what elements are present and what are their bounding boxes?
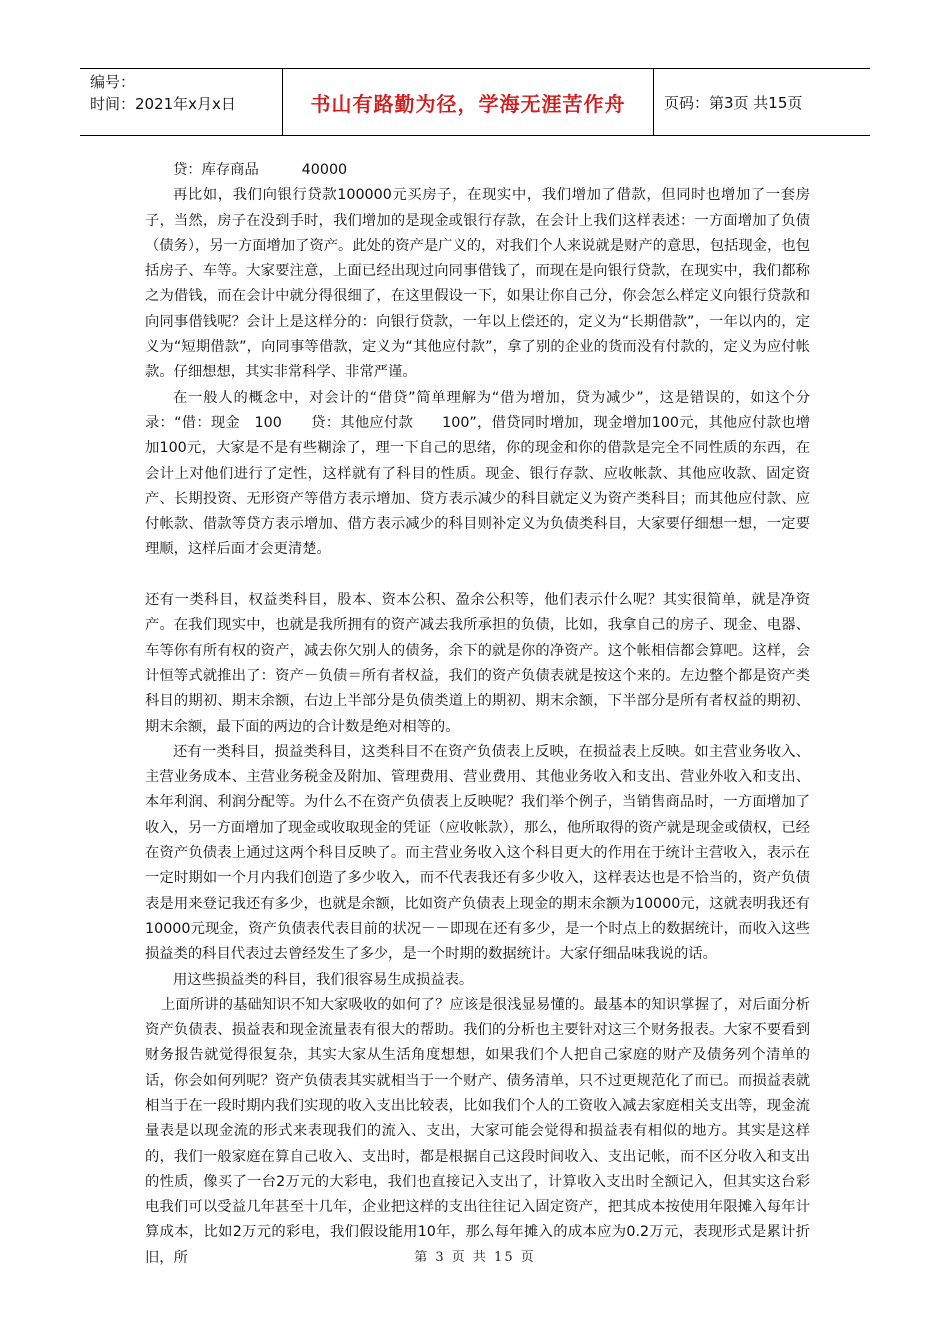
header-meta: [90, 71, 280, 115]
paragraph: 用这些损益类的科目，我们很容易生成损益表。: [173, 971, 474, 988]
header-motto: 书山有路勤为径，学海无涯苦作舟: [310, 91, 626, 116]
time-label: 时间：2021年x月x日: [90, 95, 236, 113]
header-divider: [653, 69, 654, 135]
number-label: 编号：: [90, 73, 136, 91]
document-header: [80, 68, 870, 136]
document-body: [145, 158, 810, 1271]
paragraph: 还有一类科目，损益类科目，这类科目不在资产负债表上反映，在损益表上反映。如主营业务收入、主营业务成本、主营业务税金及附加、管理费用、营业费用、其他业务收入和支出、营业外收入和支出、本年利润、利润分配等。为什么不在资产负债表上反映呢？我们举个例子，当销售商品时，一方面增加了收入，另一方面增加了现金或收取现金的凭证（应收帐款），那么，他所取得的资产就是现金或债权，已经在资产负债表上通过这两个科目反映了。而主营业务收入这个科目更大的作用在于统计主营收入，表示在一定时期如一个月内我们创造了多少收入，而不代表我还有多少收入，这样表达也是不恰当的，资产负债表是用来登记我还有多少，也就是余额，比如资产负债表上现金的期末余额为10000元，这就表明我还有10000元现金，资产负债表代表目前的状况－－即现在还有多少，是一个时点上的数据统计，而收入这些损益类的科目代表过去曾经发生了多少，是一个时期的数据统计。大家仔细品味我说的话。: [145, 743, 810, 963]
page-footer: 第 3 页 共 15 页: [414, 1250, 536, 1265]
paragraph: 在一般人的概念中，对会计的“借贷”简单理解为“借为增加，贷为减少”，这是错误的，如这个分录：“借：现金 100 贷：其他应付款 100”，借贷同时增加，现金增加100元，其他应付款也增加100元，大家是不是有些糊涂了，理一下自己的思绪，你的现金和你的借款是完全不同性质的东西，在会计上对他们进行了定性，这样就有了科目的性质。现金、银行存款、应收帐款、其他应收款、固定资产、长期投资、无形资产等借方表示增加、贷方表示减少的科目就定义为资产类科目；而其他应付款、应付帐款、借款等贷方表示增加、借方表示减少的科目则补定义为负债类科目，大家要仔细想一想，一定要理顺，这样后面才会更清楚。: [145, 389, 810, 558]
paragraph: 贷：库存商品 40000: [173, 162, 348, 178]
header-page-info: 页码：第3页 共15页: [664, 93, 803, 112]
paragraph: 再比如，我们向银行贷款100000元买房子，在现实中，我们增加了借款，但同时也增加了一套房子，当然，房子在没到手时，我们增加的是现金或银行存款，在会计上我们这样表述：一方面增加了负债（债务），另一方面增加了资产。此处的资产是广义的，对我们个人来说就是财产的意思，包括现金，也包括房子、车等。大家要注意，上面已经出现过向同事借钱了，而现在是向银行贷款，在现实中，我们都称之为借钱，而在会计中就分得很细了，在这里假设一下，如果让你自己分，你会怎么样定义向银行贷款和向同事借钱呢？会计上是这样分的：向银行贷款，一年以上偿还的，定义为“长期借款”，一年以内的，定义为“短期借款”，向同事等借款，定义为“其他应付款”，拿了别的企业的货而没有付款的，定义为应付帐款。仔细想想，其实非常科学、非常严谨。: [145, 187, 810, 381]
paragraph: 还有一类科目，权益类科目，股本、资本公积、盈余公积等，他们表示什么呢？其实很简单，就是净资产。在我们现实中，也就是我所拥有的资产减去我所承担的负债，比如，我拿自己的房子、现金、电器、车等你有所有权的资产，减去你欠别人的债务，余下的就是你的净资产。这个帐相信都会算吧。这样，会计恒等式就推出了：资产－负债＝所有者权益，我们的资产负债表就是按这个来的。左边整个都是资产类科目的期初、期末余额，右边上半部分是负债类道上的期初、期末余额，下半部分是所有者权益的期初、期末余额，最下面的两边的合计数是绝对相等的。: [145, 592, 810, 735]
paragraph-gap: [145, 563, 810, 588]
paragraph: 上面所讲的基础知识不知大家吸收的如何了？应该是很浅显易懂的。最基本的知识掌握了，对后面分析资产负债表、损益表和现金流量表有很大的帮助。我们的分析也主要针对这三个财务报表。大家不要看到财务报告就觉得很复杂，其实大家从生活角度想想，如果我们个人把自己家庭的财产及债务列个清单的话，你会如何列呢？资产负债表其实就相当于一个财产、债务清单，只不过更规范化了而已。而损益表就相当于在一段时期内我们实现的收入支出比较表，比如我们个人的工资收入减去家庭相关支出等，现金流量表是以现金流的形式来表现我们的流入、支出，大家可能会觉得和损益表有相似的地方。其实是这样的，我们一般家庭在算自己收入、支出时，都是根据自己这段时间收入、支出记帐，而不区分收入和支出的性质，像买了一台2万元的大彩电，我们也直接记入支出了，计算收入支出时全额记入，但其实这台彩电我们可以受益几年甚至十几年，企业把这样的支出往往记入固定资产，把其成本按使用年限摊入每年计算成本，比如2万元的彩电，我们假设能用10年，那么每年摊入的成本应为0.2万元，表现形式是累计折旧，所: [145, 996, 810, 1266]
